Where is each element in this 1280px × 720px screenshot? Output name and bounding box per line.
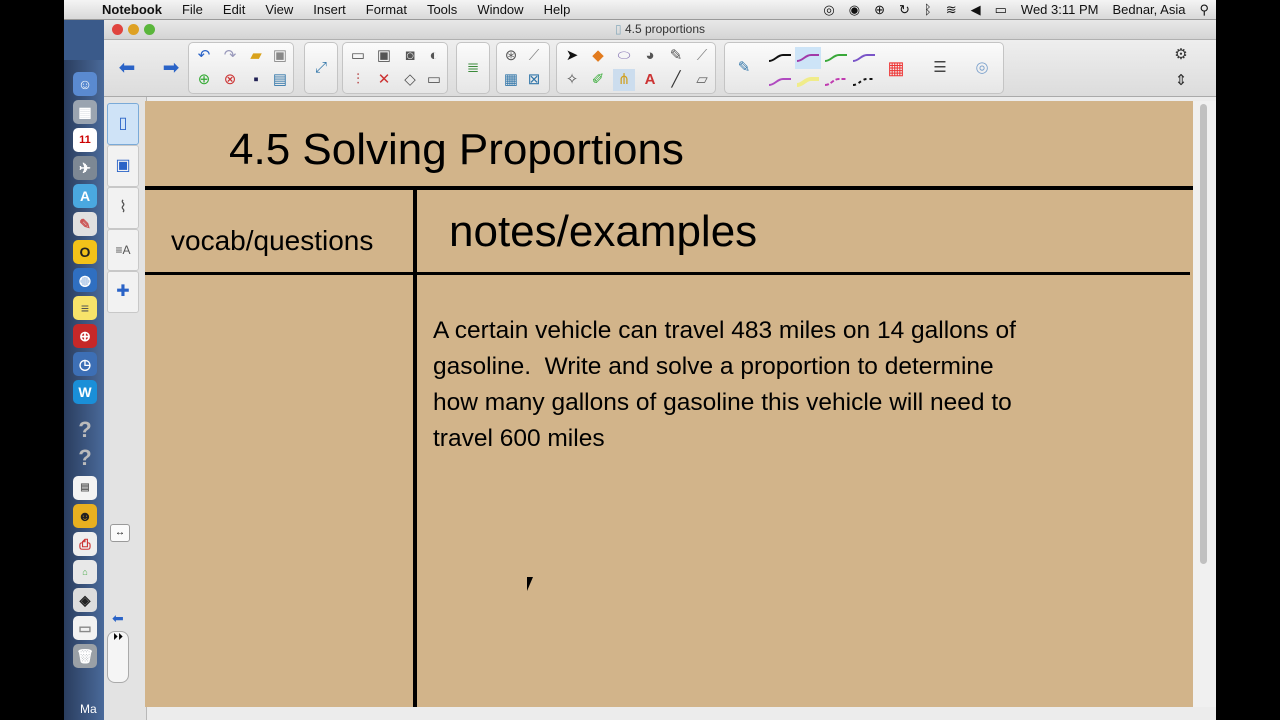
capture-icon[interactable]: ◙	[405, 47, 415, 64]
dock-handle[interactable]: ⏵⏵	[107, 631, 129, 683]
unknown-app-icon[interactable]: ?	[78, 417, 92, 442]
undo-icon[interactable]: ↶	[197, 47, 211, 64]
page-title: 4.5 Solving Proportions	[229, 125, 684, 174]
select-pointer-icon[interactable]: ➤	[565, 47, 579, 64]
measure-icon[interactable]: ⟋	[528, 47, 540, 64]
line-style-icon[interactable]: ☰	[933, 59, 947, 76]
stickies-icon[interactable]: ≡	[73, 296, 97, 320]
fill-icon[interactable]: ◕	[645, 47, 655, 64]
battery-icon[interactable]: ▭	[994, 2, 1007, 17]
volume-icon[interactable]: ◀	[970, 2, 981, 17]
security-icon[interactable]: ⊕	[874, 2, 885, 17]
problem-line: travel 600 miles	[433, 425, 605, 452]
view-screens-icon[interactable]: ▣	[272, 47, 288, 64]
settings-gear-icon[interactable]: ⚙	[1174, 46, 1188, 63]
menu-tools[interactable]: Tools	[426, 2, 458, 17]
shapes-icon[interactable]: ◆	[592, 47, 604, 64]
folder-icon[interactable]: ▭	[73, 616, 97, 640]
notebook-window	[104, 20, 1216, 720]
save-icon[interactable]: ▪	[253, 71, 259, 88]
calendar-icon[interactable]	[73, 128, 97, 152]
toolbar-group-pen-styles	[724, 42, 1004, 94]
menu-insert[interactable]: Insert	[313, 2, 346, 17]
app-store-icon[interactable]: A	[73, 184, 97, 208]
redo-icon[interactable]: ↷	[223, 47, 237, 64]
attachments-tab-icon[interactable]: ⌇	[107, 187, 139, 229]
toolbar-group-screen	[342, 42, 448, 94]
notes-app-icon[interactable]: ✎	[73, 212, 97, 236]
document-camera-icon[interactable]: ▣	[376, 47, 392, 64]
desktop	[64, 0, 1216, 720]
scrollbar-thumb[interactable]	[1200, 104, 1207, 564]
zoom-icon[interactable]: ⊛	[504, 47, 518, 64]
line-tool-icon[interactable]: ╱	[671, 71, 681, 88]
title-divider-line	[145, 186, 1193, 190]
clock[interactable]: Wed 3:11 PM	[1020, 2, 1099, 17]
properties-icon[interactable]: ⫶	[356, 71, 360, 88]
menu-edit[interactable]: Edit	[222, 2, 246, 17]
problem-line: gasoline. Write and solve a proportion to determine	[433, 353, 994, 380]
magic-pen-icon[interactable]: ◐	[429, 47, 439, 64]
previous-page-icon[interactable]: ⬅	[118, 57, 136, 79]
text-tool-icon[interactable]: A	[644, 71, 656, 88]
collapse-arrow-icon[interactable]: ⬅	[112, 610, 124, 626]
spotlight-search-icon[interactable]: ⚲	[1199, 2, 1209, 17]
toolbar-group-tools	[556, 42, 716, 94]
alarm-clock-icon[interactable]: ◷	[73, 352, 97, 376]
notebook-page[interactable]	[145, 101, 1193, 707]
properties-tab-icon[interactable]: ≡A	[107, 229, 139, 271]
dock-label: Ma	[80, 702, 97, 716]
creative-pen-active-icon[interactable]: ⋔	[613, 69, 635, 91]
dashboard-icon[interactable]: ▦	[73, 100, 97, 124]
align-icon[interactable]: ≣	[466, 59, 480, 76]
window-title-text: 4.5 proportions	[624, 22, 705, 36]
pen-icon[interactable]: ✎	[737, 59, 751, 76]
time-machine-icon[interactable]: ↻	[898, 2, 910, 17]
document-icon[interactable]: ▤	[73, 476, 97, 500]
document-icon: ▯	[615, 22, 625, 36]
eraser-tool-icon[interactable]: ⬭	[617, 47, 631, 64]
mouse-cursor-icon	[527, 577, 539, 591]
pen-style-violet[interactable]	[851, 47, 877, 69]
close-tool-icon[interactable]: ⊠	[527, 71, 541, 88]
heading-divider-line	[145, 272, 1190, 275]
app-menu-notebook[interactable]: Notebook	[102, 2, 162, 17]
window-title	[104, 22, 1216, 36]
screen-capture-icon[interactable]: ◎	[823, 2, 835, 17]
expand-sidebar-button[interactable]: ↔	[110, 524, 130, 542]
pen-tool-icon[interactable]: ✎	[669, 47, 683, 64]
full-screen-icon[interactable]: ⤢	[314, 59, 327, 76]
highlighter-icon[interactable]: ⟋	[696, 47, 708, 64]
right-column-heading: notes/examples	[449, 207, 758, 256]
add-page-icon[interactable]: ⊕	[197, 71, 211, 88]
column-divider-line	[413, 188, 417, 707]
page-sorter-tab-icon[interactable]: ▯	[107, 103, 139, 145]
pen-style-purple[interactable]	[795, 47, 821, 69]
toolbar-group-file	[188, 42, 294, 94]
display-icon[interactable]: ▭	[426, 71, 442, 88]
vertical-scrollbar[interactable]	[1193, 101, 1216, 707]
trash-icon[interactable]: 🗑	[73, 644, 97, 668]
window-titlebar	[104, 20, 1216, 40]
media-app-icon[interactable]: ◈	[73, 588, 97, 612]
toolbar	[104, 40, 1216, 97]
table-icon[interactable]: ▦	[503, 71, 519, 88]
menu-window[interactable]: Window	[477, 2, 524, 17]
menu-view[interactable]: View	[265, 2, 294, 17]
outlook-icon[interactable]: O	[73, 240, 97, 264]
launchpad-icon[interactable]: ✈	[73, 156, 97, 180]
screen-shade-icon[interactable]: ▭	[350, 47, 366, 64]
gallery-tab-icon[interactable]: ▣	[107, 145, 139, 187]
delete-page-icon[interactable]: ⊗	[223, 71, 237, 88]
side-tabs	[104, 97, 147, 720]
pen-style-black[interactable]	[767, 47, 793, 69]
calendar-day: 11	[79, 134, 91, 146]
menu-file[interactable]: File	[181, 2, 203, 17]
dock	[64, 60, 104, 720]
problem-line: how many gallons of gasoline this vehicle will need to	[433, 389, 1012, 416]
campus-icon[interactable]: ⌂	[73, 560, 97, 584]
addons-tab-icon[interactable]: ✚	[107, 271, 139, 313]
creative-pen-icon[interactable]: ✐	[591, 71, 605, 88]
menu-format[interactable]: Format	[365, 2, 407, 17]
menu-help[interactable]: Help	[543, 2, 571, 17]
toolbar-group-align	[456, 42, 490, 94]
delete-icon[interactable]: ✕	[377, 71, 391, 88]
problem-line: A certain vehicle can travel 483 miles on 14 gallons of	[433, 317, 1016, 344]
toolbar-group-tables	[496, 42, 550, 94]
left-column-heading: vocab/questions	[171, 225, 374, 256]
pen-style-dotted[interactable]	[851, 71, 877, 93]
next-page-icon[interactable]: ➡	[162, 57, 180, 79]
magic-wand-icon[interactable]: ✧	[565, 71, 579, 88]
transparency-icon[interactable]: ◎	[975, 59, 989, 76]
bluetooth-icon[interactable]: ᛒ	[923, 2, 932, 17]
user-name[interactable]: Bednar, Asia	[1112, 2, 1186, 17]
pen-style-yellow[interactable]	[795, 71, 821, 93]
pen-style-green[interactable]	[823, 47, 849, 69]
toolbar-group-fit	[304, 42, 338, 94]
open-file-icon[interactable]: ▰	[250, 47, 262, 64]
toolbar-move-icon[interactable]: ⇕	[1174, 72, 1188, 89]
word-problem	[433, 313, 1133, 457]
status-icon[interactable]: ◉	[848, 2, 861, 17]
pen-style-dashed[interactable]	[823, 71, 849, 93]
wifi-icon[interactable]: ≋	[945, 2, 957, 17]
paste-icon[interactable]: ▤	[272, 71, 288, 88]
unknown-app-icon[interactable]: ?	[78, 445, 92, 470]
pen-style-magenta[interactable]	[767, 71, 793, 93]
browser-icon[interactable]: ◍	[73, 268, 97, 292]
menu-bar	[64, 0, 1216, 20]
clear-page-icon[interactable]: ◇	[404, 71, 416, 88]
color-palette-icon[interactable]: ▦	[887, 58, 905, 78]
finder-icon[interactable]: ☺	[73, 72, 97, 96]
eraser-icon[interactable]: ▱	[696, 71, 708, 88]
ssl-vpn-icon[interactable]: ⊕	[73, 324, 97, 348]
word-icon[interactable]: W	[73, 380, 97, 404]
printer-icon[interactable]: ⎙	[73, 532, 97, 556]
user-app-icon[interactable]: ☻	[73, 504, 97, 528]
